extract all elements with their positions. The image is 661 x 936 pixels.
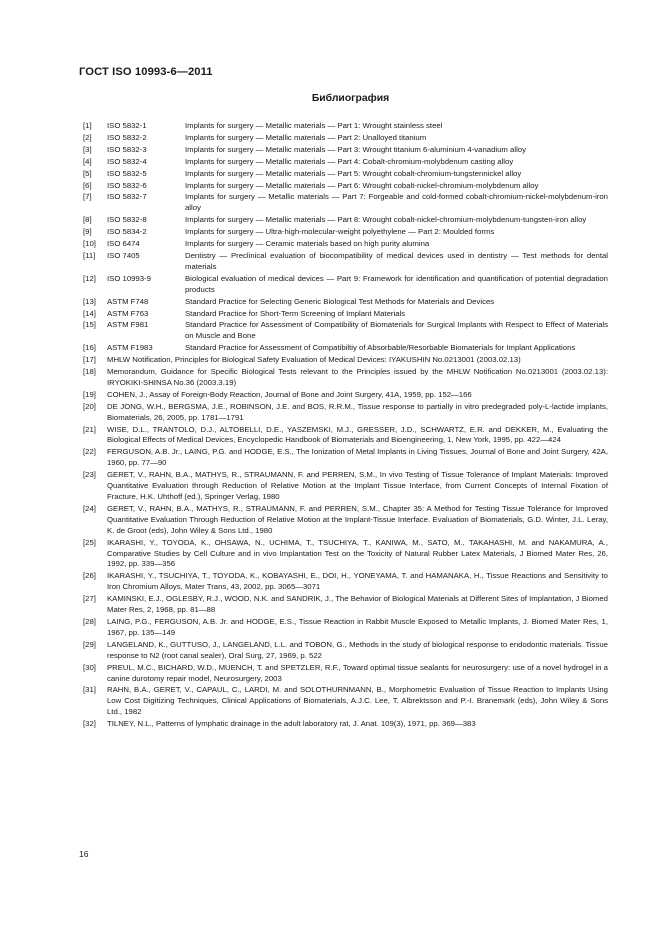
reference-text: Implants for surgery — Metallic materials — Part 2: Unalloyed titanium <box>185 132 427 142</box>
reference-item <box>83 685 608 718</box>
reference-text: Memorandum, Guidance for Specific Biological Tests relevant to the Principles issued by the MHLW Notification No.0213001 (2003.02.13): IRYOKIKI-SHINSA No.36 (2003.3.19) <box>107 367 608 387</box>
reference-text: Implants for surgery — Metallic materials — Part 8: Wrought cobalt-nickel-chromium-molybdenum-tungsten-iron alloy <box>185 215 587 225</box>
reference-text: Implants for surgery — Metallic materials — Part 3: Wrought titanium 6-aluminium 4-vanadium alloy <box>185 144 526 154</box>
reference-item <box>83 663 608 685</box>
reference-number: [4] <box>83 156 92 166</box>
reference-item <box>83 297 608 308</box>
reference-item <box>83 192 608 214</box>
reference-number: [22] <box>83 447 96 457</box>
reference-text: Implants for surgery — Metallic materials — Part 5: Wrought cobalt-chromium-tungstennickel alloy <box>185 168 522 178</box>
reference-item <box>83 181 608 192</box>
reference-standard-code: ISO 5834-2 <box>107 227 147 237</box>
reference-number: [26] <box>83 571 96 581</box>
reference-item <box>83 504 608 537</box>
reference-item <box>83 121 608 132</box>
reference-item <box>83 169 608 180</box>
reference-text: LAING, P.G., FERGUSON, A.B. Jr. and HODGE, E.S., Tissue Reaction in Rabbit Muscle Exposed to Metallic Implants, J. Biomed Mater Res, 1, 1967, pp. 135—149 <box>107 616 608 637</box>
reference-number: [11] <box>83 250 96 260</box>
reference-number: [8] <box>83 215 92 225</box>
reference-text: WISE, D.L., TRANTOLO, D.J., ALTOBELLI, D.E., YASZEMSKI, M.J., GRESSER, J.D., SCHWARTZ, E.R. and DEKKER, M., Evaluating the Biological Effects of Medical Devices, Encyclopedic Handbook of Biomaterials and Bioengineering, 1, New York, 1995, pp. 422—424 <box>107 424 608 445</box>
reference-standard-code: ASTM F1983 <box>107 343 153 353</box>
reference-text: Standard Practice for Short-Term Screening of Implant Materials <box>185 308 406 318</box>
reference-number: [29] <box>83 639 96 649</box>
reference-item <box>83 227 608 238</box>
reference-text: TILNEY, N.L., Patterns of lymphatic drainage in the adult laboratory rat, J. Anat. 109(3), 1971, pp. 369—383 <box>107 719 476 729</box>
reference-text: GERET, V., RAHN, B.A., MATHYS, R., STRAUMANN, F. and PERREN, S.M., In vivo Testing of Tissue Tolerance of Implant Materials: Improved Quantitative Evaluation through Reduction of Relative Motion at the Implant Tissue Interface, from Current Concepts of Internal Fixation of Fracture, H.K. Uhthoff (ed.), Springer Verlag, 1980 <box>107 470 608 501</box>
reference-standard-code: ISO 6474 <box>107 239 140 249</box>
reference-text: Implants for surgery — Ultra-high-molecular-weight polyethylene — Part 2: Moulded forms <box>185 227 495 237</box>
reference-text: Implants for surgery — Ceramic materials based on high purity alumina <box>185 239 430 249</box>
reference-number: [3] <box>83 144 92 154</box>
reference-item <box>83 215 608 226</box>
reference-number: [27] <box>83 594 96 604</box>
reference-text: IKARASHI, Y., TSUCHIYA, T., TOYODA, K., KOBAYASHI, E., DOI, H., YONEYAMA, T. and HAMANAKA, H., Tissue Reactions and Sensitivity to Iron Chromium Alloys, Mater Trans, 43, 2002, pp. 3065—3071 <box>107 571 608 592</box>
reference-number: [12] <box>83 273 96 283</box>
reference-number: [1] <box>83 121 92 130</box>
reference-standard-code: ISO 5832-8 <box>107 215 147 225</box>
reference-number: [2] <box>83 132 92 142</box>
reference-standard-code: ASTM F981 <box>107 320 149 330</box>
reference-number: [15] <box>83 320 96 330</box>
reference-number: [6] <box>83 180 92 190</box>
reference-item <box>83 355 608 366</box>
reference-number: [16] <box>83 343 96 353</box>
document-header: ГОСТ ISO 10993-6—2011 <box>79 66 213 78</box>
reference-text: RAHN, B.A., GERET, V., CAPAUL, C., LARDI, M. and SOLOTHURNMANN, B., Morphometric Evaluation of Tissue Reaction to Implants Using Low Cost Digitizing Techniques, Clinical Applications of Biomaterials, A.J.C. Lee, T. Albrektsson and P.-I. Branemark (eds), John Wiley & Sons Ltd., 1982 <box>107 685 608 717</box>
reference-number: [30] <box>83 662 96 672</box>
reference-standard-code: ISO 5832-3 <box>107 144 147 154</box>
reference-item <box>83 309 608 320</box>
reference-number: [23] <box>83 470 96 480</box>
reference-text: Dentistry — Preclinical evaluation of biocompatibility of medical devices used in dentistry — Test methods for dental materials <box>185 250 608 271</box>
reference-item <box>83 447 608 469</box>
reference-item <box>83 343 608 354</box>
reference-standard-code: ISO 5832-2 <box>107 132 147 142</box>
reference-number: [10] <box>83 239 96 249</box>
reference-item <box>83 390 608 401</box>
reference-text: Implants for surgery — Metallic materials — Part 6: Wrought cobalt-nickel-chromium-molybdenum alloy <box>185 180 539 190</box>
reference-standard-code: ISO 7405 <box>107 250 140 260</box>
reference-number: [14] <box>83 308 96 318</box>
reference-text: IKARASHI, Y., TOYODA, K., OHSAWA, N., UCHIMA, T., TSUCHIYA, T., KANIWA, M., SATO, M., TAKAHASHI, M. and NAKAMURA, A., Comparative Studies by Cell Culture and in vivo Implantation Test on the Toxicity of Natural Rubber Latex Materials, J Biomed Mater Res, 26, 1992, pp. 339—356 <box>107 537 608 569</box>
reference-text: COHEN, J., Assay of Foreign-Body Reaction, Journal of Bone and Joint Surgery, 41A, 1959, pp. 152—166 <box>107 389 472 399</box>
reference-item <box>83 133 608 144</box>
reference-item <box>83 239 608 250</box>
reference-number: [28] <box>83 616 96 626</box>
reference-item <box>83 617 608 639</box>
reference-number: [19] <box>83 389 96 399</box>
reference-number: [32] <box>83 719 96 729</box>
reference-text: Standard Practice for Assessment of Compatibiltiy of Absorbable/Resorbable Biomaterials for Implant Applications <box>185 343 576 353</box>
reference-item <box>83 251 608 273</box>
reference-text: Standard Practice for Selecting Generic Biological Test Methods for Materials and Devices <box>185 296 495 306</box>
reference-number: [7] <box>83 192 92 202</box>
page-number: 16 <box>79 849 89 859</box>
reference-text: Biological evaluation of medical devices — Part 9: Framework for identification and quantification of potential degradation products <box>185 273 608 294</box>
reference-item <box>83 402 608 424</box>
reference-standard-code: ISO 5832-5 <box>107 168 147 178</box>
reference-standard-code: ISO 5832-4 <box>107 156 147 166</box>
reference-standard-code: ASTM F748 <box>107 296 149 306</box>
reference-number: [5] <box>83 168 92 178</box>
reference-item <box>83 320 608 342</box>
reference-list <box>83 121 608 731</box>
reference-number: [17] <box>83 355 96 365</box>
reference-item <box>83 425 608 447</box>
reference-item <box>83 157 608 168</box>
reference-text: LANGELAND, K., GUTTUSO, J., LANGELAND, L.L. and TOBON, G., Methods in the study of biological response to endodontic materials. Tissue response to N2 (root canal sealer), Oral Surg, 27, 1969, p. 522 <box>107 639 608 660</box>
reference-number: [13] <box>83 296 96 306</box>
reference-item <box>83 594 608 616</box>
reference-item <box>83 470 608 503</box>
reference-item <box>83 274 608 296</box>
reference-standard-code: ISO 5832-6 <box>107 180 147 190</box>
bibliography-title <box>0 93 661 104</box>
reference-standard-code: ASTM F763 <box>107 308 149 318</box>
reference-number: [20] <box>83 401 96 411</box>
reference-text: PREUL, M.C., BICHARD, W.D., MUENCH, T. and SPETZLER, R.F., Toward optimal tissue sealants for neurosurgery: use of a novel hydrogel in a canine durotomy repair model, Neurosurgery, 2003 <box>107 662 608 683</box>
reference-text: MHLW Notification, Principles for Biological Safety Evaluation of Medical Devices: IYAKUSHIN No.0213001 (2003.02.13) <box>107 355 521 365</box>
reference-number: [24] <box>83 503 96 513</box>
reference-text: Implants for surgery — Metallic materials — Part 4: Cobalt-chromium-molybdenum casting alloy <box>185 156 514 166</box>
reference-standard-code: ISO 5832-1 <box>107 121 147 130</box>
reference-number: [31] <box>83 685 96 695</box>
reference-text: GERET, V., RAHN, B.A., MATHYS, R., STRAUMANN, F. and PERREN, S.M., Chapter 35: A Method for Testing Tissue Tolerance for Improved Quantitative Evaluation Through Reduction of Relative Motion at the Implant-Tissue Interface. Evaluation of Biomaterials, G.D. Winter, J.L. Leray, K. de Groot (eds), John Wiley & Sons Ltd., 1980 <box>107 503 608 535</box>
reference-item <box>83 571 608 593</box>
reference-item <box>83 719 608 730</box>
reference-text: Implants for surgery — Metallic materials — Part 1: Wrought stainless steel <box>185 121 443 130</box>
reference-item <box>83 538 608 571</box>
reference-number: [25] <box>83 537 96 547</box>
bibliography-title-text: Библиография <box>311 93 390 104</box>
reference-text: FERGUSON, A.B. Jr., LAING, P.G. and HODGE, E.S., The Ionization of Metal Implants in Living Tissues, Journal of Bone and Joint Surgery, 42A, 1960, pp. 77—90 <box>107 447 608 468</box>
reference-standard-code: ISO 5832-7 <box>107 192 147 202</box>
reference-text: Standard Practice for Assessment of Compatibility of Biomaterials for Surgical Implants with Respect to Effect of Materials on Muscle and Bone <box>185 320 608 341</box>
reference-number: [9] <box>83 227 92 237</box>
reference-number: [21] <box>83 424 96 434</box>
reference-text: Implants for surgery — Metallic materials — Part 7: Forgeable and cold-formed cobalt-chromium-nickel-molybdenum-iron alloy <box>185 192 608 213</box>
reference-item <box>83 145 608 156</box>
reference-number: [18] <box>83 367 96 377</box>
reference-item <box>83 640 608 662</box>
reference-standard-code: ISO 10993-9 <box>107 273 151 283</box>
reference-text: KAMINSKI, E.J., OGLESBY, R.J., WOOD, N.K. and SANDRIK, J., The Behavior of Biological Materials at Different Sites of Implantation, J Biomed Mater Res, 2, 1968, pp. 81—88 <box>107 594 608 615</box>
reference-text: DE JONG, W.H., BERGSMA, J.E., ROBINSON, J.E. and BOS, R.R.M., Tissue response to partially in vitro predegraded poly-L-lactide implants, Biomaterials, 26, 2005, pp. 1781—1791 <box>107 401 608 422</box>
reference-item <box>83 367 608 389</box>
